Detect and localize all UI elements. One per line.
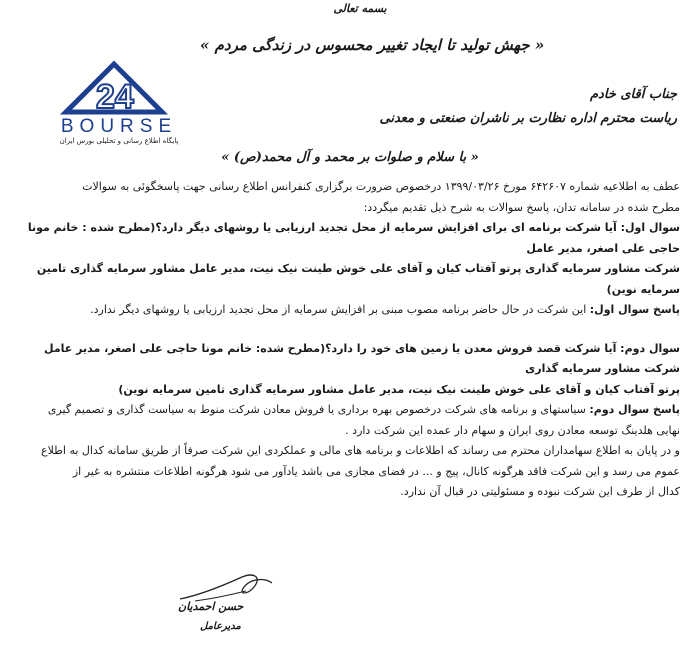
question-2-line-1: سوال دوم: آیا شرکت قصد فروش معدن یا زمین های خود را دارد؟(مطرح شده: خانم مونا حاجی علی اصغر، مدیر عامل شرکت مشاور سرمایه گذاری (44, 341, 680, 375)
answer-2-label: پاسخ سوال دوم: (589, 403, 680, 416)
intro-line-2: مطرح شده در سامانه تدان، پاسخ سوالات به شرح ذیل تقدیم میگردد: (363, 200, 680, 214)
answer-1-label: پاسخ سوال اول: (589, 303, 680, 316)
bourse24-logo (44, 58, 194, 150)
signatory-title: مدیرعامل (200, 621, 241, 632)
question-1-line-2: شرکت مشاور سرمایه گذاری پرتو آفتاب کیان و آقای علی خوش طینت نیک نیت، مدیر عامل مشاور سرمایه گذاری تامین سرمایه نوین) (36, 262, 680, 296)
question-1-line-1: سوال اول: آیا شرکت برنامه ای برای افزایش سرمایه از محل تجدید ارزیابی یا روشهای دیگر دارد؟(مطرح شده : خانم مونا حاجی علی اصغر، مدیر عامل (27, 221, 680, 255)
addressee-position: ریاست محترم اداره نظارت بر ناشران صنعتی و معدنی (379, 111, 677, 126)
addressee-name: جناب آقای خادم (589, 87, 677, 102)
letter-body (15, 177, 680, 503)
logo-mark-text: 24 (96, 78, 134, 116)
question-2-line-2: پرتو آفتاب کیان و آقای علی خوش طینت نیک نیت، مدیر عامل مشاور سرمایه گذاری تامین سرمایه نوین) (118, 382, 680, 396)
signatory-name: حسن احمدیان (178, 600, 244, 613)
answer-2-text: سیاستهای و برنامه های شرکت درخصوص بهره برداری یا فروش معادن شرکت منوط به سیاست گذاری و تصمیم گیری (47, 403, 586, 416)
intro-line-1: عطف به اطلاعیه شماره ۶۴۲۶۰۷ مورخ ۱۳۹۹/۰۳/۲۶ درخصوص ضرورت برگزاری کنفرانس اطلاع رسانی جهت پاسخگوئی به سوالات (82, 180, 680, 193)
answer-1-text: این شرکت در حال حاضر برنامه مصوب مبنی بر افزایش سرمایه از محل تجدید ارزیابی یا روشهای دیگر ندارد. (90, 303, 587, 316)
addressee-block (380, 83, 677, 131)
closing-line-3: کدال از طرف این شرکت نبوده و مسئولیتی در قبال آن ندارد. (400, 485, 680, 498)
signature-block (150, 565, 290, 645)
answer-2-continued: نهایی هلدینگ توسعه معادن روی ایران و سهام دار عمده این شرکت دارد . (345, 423, 680, 437)
closing-line-1: و در پایان به اطلاع سهامداران محترم می رساند که اطلاعات و برنامه های مالی و عملکردی این شرکت صرفاً از طریق سامانه کدال به اطلاع (41, 444, 680, 457)
logo-mark-icon (44, 58, 194, 118)
answer-1 (15, 300, 680, 321)
letter-slogan: « جهش تولید تا ایجاد تغییر محسوس در زندگی مردم » (200, 36, 545, 54)
salutation: « با سلام و صلوات بر محمد و آل محمد(ص) » (221, 150, 479, 165)
logo-wordmark: BOURSE (60, 116, 178, 137)
answer-2 (15, 400, 680, 421)
logo-tagline: پایگاه اطلاع رسانی و تحلیلی بورس ایران (59, 137, 179, 145)
closing-line-2: عموم می رسد و این شرکت فاقد هرگونه کانال، پیج و ... در فضای مجازی می باشد یادآور می شود هرگونه اطلاعات منتشره به غیر از (72, 464, 680, 478)
basmala: بسمه تعالی (333, 2, 387, 15)
